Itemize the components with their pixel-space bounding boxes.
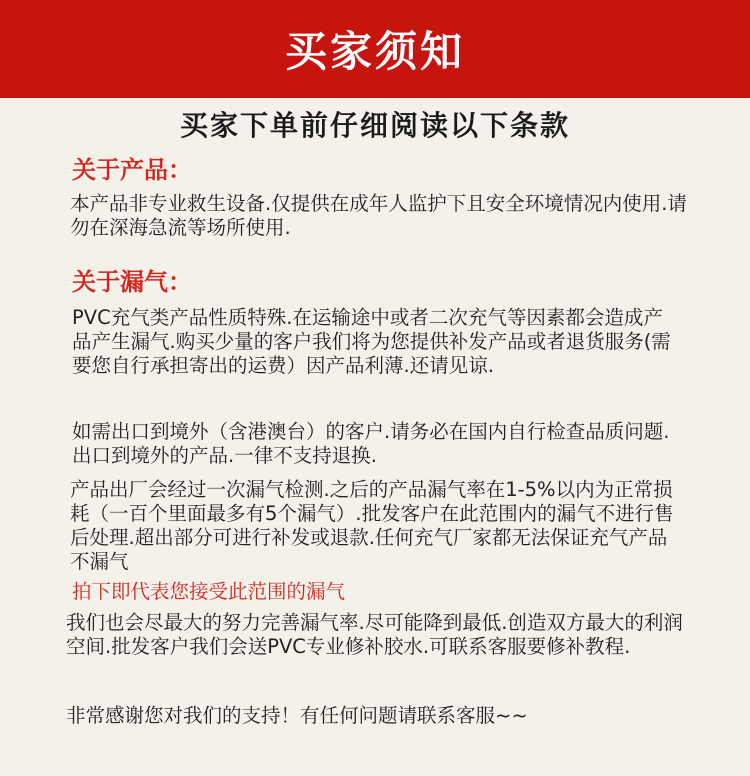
leak-paragraph-4: 我们也会尽最大的努力完善漏气率.尽可能降到最低.创造双方最大的利润空间.批发客户我们会送PVC专业修补胶水.可联系客服要修补教程. bbox=[66, 611, 683, 658]
page-title: 买家须知 bbox=[284, 27, 465, 76]
section-heading-leak: 关于漏气： bbox=[72, 268, 192, 296]
subtitle: 买家下单前仔细阅读以下条款 bbox=[179, 109, 570, 142]
header-banner bbox=[0, 0, 750, 98]
leak-paragraph-2: 如需出口到境外（含港澳台）的客户.请务必在国内自行检查品质问题.出口到境外的产品.一律不支持退换. bbox=[72, 420, 670, 467]
leak-paragraph-1: PVC充气类产品性质特殊.在运输途中或者二次充气等因素都会造成产品产生漏气.购买少量的客户我们将为您提供补发产品或者退货服务(需要您自行承担寄出的运费）因产品利薄.还请见谅. bbox=[72, 306, 671, 377]
product-paragraph: 本产品非专业救生设备.仅提供在成年人监护下且安全环境情况内使用.请勿在深海急流等场所使用. bbox=[70, 192, 687, 239]
closing-message: 非常感谢您对我们的支持！有任何问题请联系客服~~ bbox=[66, 704, 528, 727]
leak-acceptance-notice: 拍下即代表您接受此范围的漏气 bbox=[72, 580, 346, 603]
leak-paragraph-3: 产品出厂会经过一次漏气检测.之后的产品漏气率在1-5%以内为正常损耗（一百个里面最多有5个漏气）.批发客户在此范围内的漏气不进行售后处理.超出部分可进行补发或退款.任何充气厂家都无法保证充气产品不漏气 bbox=[70, 478, 674, 573]
section-heading-product: 关于产品： bbox=[72, 156, 192, 184]
